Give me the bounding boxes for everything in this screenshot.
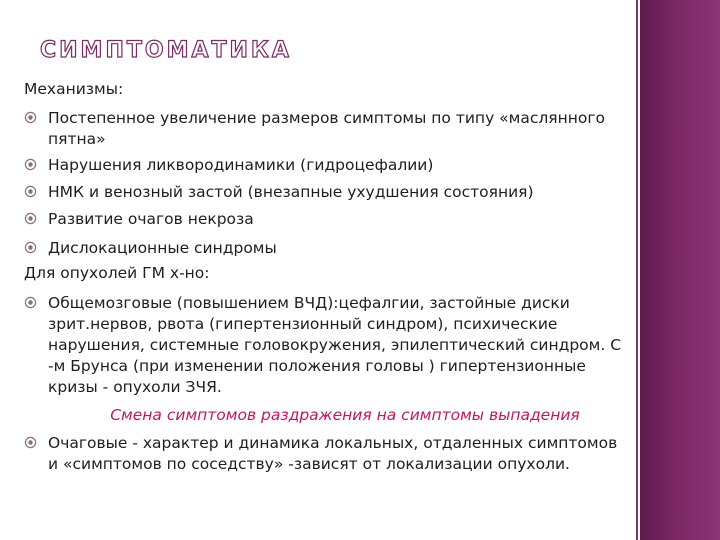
circled-dot-icon (24, 241, 37, 254)
list-item (24, 108, 630, 150)
highlight-text: Смена симптомов раздражения на симптомы выпадения (110, 406, 580, 424)
list-item (24, 209, 630, 230)
decorative-sidebar (640, 0, 720, 540)
list-item (24, 433, 630, 475)
tumors-heading: Для опухолей ГМ х-но: (24, 264, 210, 282)
circled-dot-icon (24, 212, 37, 225)
list-item (24, 238, 630, 259)
mechanisms-heading: Механизмы: (24, 80, 124, 98)
list-item-text: Нарушения ликвородинамики (гидроцефалии) (48, 156, 434, 174)
circled-dot-icon (24, 158, 37, 171)
list-item-text: НМК и венозный застой (внезапные ухудшения состояния) (48, 183, 534, 201)
list-item (24, 155, 630, 176)
list-item-text: Развитие очагов некроза (48, 210, 254, 228)
slide-title: СИМПТОМАТИКА (40, 38, 292, 63)
list-item-text: Дислокационные синдромы (48, 239, 277, 257)
list-item-text: Общемозговые (повышением ВЧД):цефалгии, застойные диски зрит.нервов, рвота (гипертензионный синдром), психические нарушения, системные головокружения, эпилептический синдром. С -м Брунса (при изменении положения головы ) гипертензионные кризы - опухоли ЗЧЯ. (48, 294, 622, 396)
circled-dot-icon (24, 296, 37, 309)
list-item-text: Очаговые - характер и динамика локальных, отдаленных симптомов и «симптомов по соседству» -зависят от локализации опухоли. (48, 434, 618, 473)
circled-dot-icon (24, 185, 37, 198)
list-item (24, 293, 630, 398)
list-item-text: Постепенное увеличение размеров симптомы по типу «маслянного пятна» (48, 109, 605, 148)
circled-dot-icon (24, 436, 37, 449)
list-item (24, 182, 630, 203)
sidebar-divider (636, 0, 638, 540)
circled-dot-icon (24, 111, 37, 124)
